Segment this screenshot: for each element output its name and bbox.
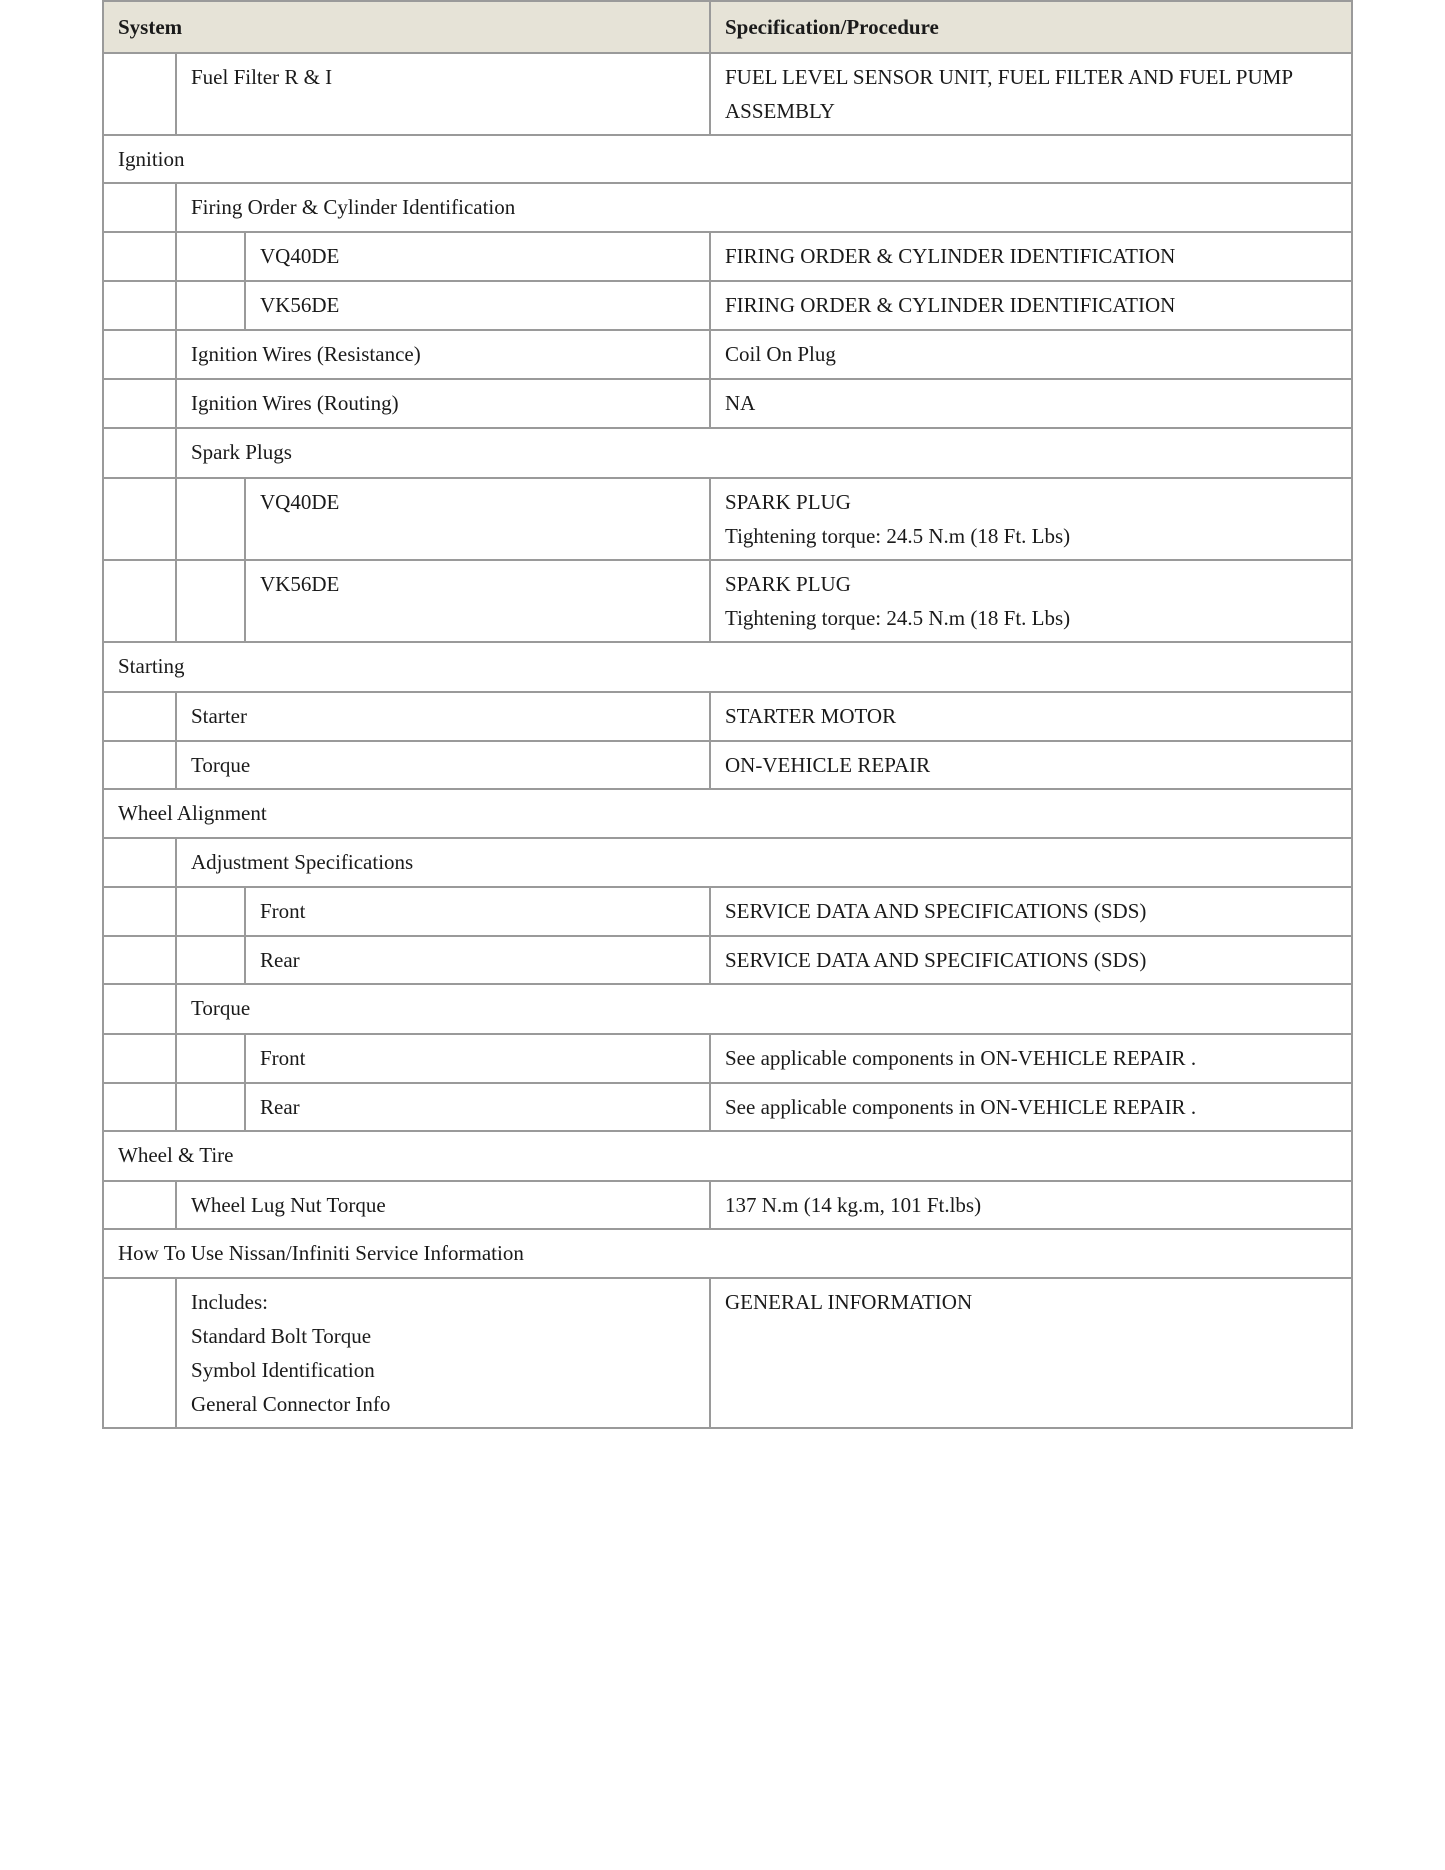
section-heading-cell: [103, 642, 1352, 692]
table-row: [103, 183, 1352, 232]
spec-cell: [710, 560, 1352, 642]
indent-cell: [176, 936, 245, 984]
system-text: Firing Order & Cylinder Identification: [191, 195, 516, 219]
system-text: Ignition: [118, 147, 185, 171]
spec-text: SERVICE DATA AND SPECIFICATIONS (SDS): [725, 948, 1147, 972]
indent-cell: [103, 560, 176, 642]
section-heading-cell: [176, 984, 1352, 1034]
system-text: Spark Plugs: [191, 440, 292, 464]
indent-cell: [176, 560, 245, 642]
table-row: [103, 984, 1352, 1034]
spec-text: ON-VEHICLE REPAIR: [725, 753, 931, 777]
table-row: [103, 789, 1352, 838]
spec-cell: [710, 379, 1352, 428]
indent-cell: [176, 281, 245, 330]
system-text: Symbol Identification: [191, 1358, 375, 1382]
indent-cell: [176, 1083, 245, 1131]
header-row: [103, 1, 1352, 53]
table-row: [103, 887, 1352, 936]
spec-cell: [710, 1034, 1352, 1083]
spec-text: Tightening torque: 24.5 N.m (18 Ft. Lbs): [725, 524, 1071, 548]
section-heading-cell: [176, 838, 1352, 887]
system-text: How To Use Nissan/Infiniti Service Information: [118, 1241, 524, 1265]
spec-text: FUEL LEVEL SENSOR UNIT, FUEL FILTER AND FUEL PUMP ASSEMBLY: [725, 65, 1293, 123]
system-text: Front: [260, 899, 306, 923]
table-row: [103, 936, 1352, 984]
table-row: [103, 281, 1352, 330]
system-text: Front: [260, 1046, 306, 1070]
spec-cell: [710, 232, 1352, 281]
indent-cell: [103, 1278, 176, 1428]
system-text: General Connector Info: [191, 1392, 391, 1416]
system-text: Torque: [191, 996, 251, 1020]
system-text: Wheel & Tire: [118, 1143, 234, 1167]
table-row: [103, 1034, 1352, 1083]
spec-cell: [710, 1181, 1352, 1229]
indent-cell: [103, 887, 176, 936]
system-text: Standard Bolt Torque: [191, 1324, 372, 1348]
system-text: Torque: [191, 753, 251, 777]
indent-cell: [103, 53, 176, 135]
spec-cell: [710, 741, 1352, 789]
table-row: [103, 232, 1352, 281]
system-cell: [245, 936, 710, 984]
indent-cell: [176, 1034, 245, 1083]
system-text: Fuel Filter R & I: [191, 65, 333, 89]
header-spec: Specification/Procedure: [710, 1, 1352, 53]
table-row: [103, 1229, 1352, 1278]
indent-cell: [176, 887, 245, 936]
system-text: VK56DE: [260, 572, 340, 596]
table-row: [103, 379, 1352, 428]
indent-cell: [176, 232, 245, 281]
spec-text: SERVICE DATA AND SPECIFICATIONS (SDS): [725, 899, 1147, 923]
spec-text: See applicable components in ON-VEHICLE REPAIR .: [725, 1046, 1197, 1070]
table-row: [103, 1131, 1352, 1181]
table-row: [103, 838, 1352, 887]
spec-cell: [710, 887, 1352, 936]
system-text: Starting: [118, 654, 185, 678]
system-cell: [176, 741, 710, 789]
system-cell: [176, 1278, 710, 1428]
system-cell: [245, 887, 710, 936]
section-heading-cell: [103, 789, 1352, 838]
header-system: System: [103, 1, 710, 53]
system-cell: [245, 281, 710, 330]
indent-cell: [103, 281, 176, 330]
system-cell: [245, 232, 710, 281]
system-cell: [176, 692, 710, 741]
indent-cell: [103, 428, 176, 478]
system-text: VK56DE: [260, 293, 340, 317]
indent-cell: [103, 330, 176, 379]
indent-cell: [103, 984, 176, 1034]
spec-text: 137 N.m (14 kg.m, 101 Ft.lbs): [725, 1193, 982, 1217]
indent-cell: [103, 379, 176, 428]
spec-text: STARTER MOTOR: [725, 704, 897, 728]
table-row: [103, 428, 1352, 478]
section-heading-cell: [176, 183, 1352, 232]
table-row: [103, 560, 1352, 642]
system-cell: [245, 1083, 710, 1131]
system-text: Adjustment Specifications: [191, 850, 414, 874]
table-row: [103, 135, 1352, 183]
system-cell: [176, 1181, 710, 1229]
section-heading-cell: [176, 428, 1352, 478]
section-heading-cell: [103, 1131, 1352, 1181]
system-text: Includes:: [191, 1290, 268, 1314]
system-text: VQ40DE: [260, 244, 340, 268]
table-row: [103, 1278, 1352, 1428]
spec-cell: [710, 53, 1352, 135]
system-cell: [176, 53, 710, 135]
table-row: [103, 478, 1352, 560]
section-heading-cell: [103, 1229, 1352, 1278]
system-text: Wheel Alignment: [118, 801, 267, 825]
system-cell: [245, 1034, 710, 1083]
table-body: [103, 53, 1352, 1428]
spec-cell: [710, 1278, 1352, 1428]
table-row: [103, 1181, 1352, 1229]
spec-text: FIRING ORDER & CYLINDER IDENTIFICATION: [725, 244, 1176, 268]
spec-text: NA: [725, 391, 756, 415]
spec-cell: [710, 330, 1352, 379]
system-cell: [176, 379, 710, 428]
spec-text: See applicable components in ON-VEHICLE REPAIR .: [725, 1095, 1197, 1119]
spec-cell: [710, 936, 1352, 984]
indent-cell: [103, 936, 176, 984]
spec-text: Tightening torque: 24.5 N.m (18 Ft. Lbs): [725, 606, 1071, 630]
system-text: Rear: [260, 948, 300, 972]
indent-cell: [103, 1181, 176, 1229]
system-text: Ignition Wires (Routing): [191, 391, 399, 415]
spec-text: GENERAL INFORMATION: [725, 1290, 973, 1314]
spec-table: [102, 0, 1353, 1429]
system-text: VQ40DE: [260, 490, 340, 514]
system-text: Starter: [191, 704, 247, 728]
table-row: [103, 1083, 1352, 1131]
indent-cell: [103, 741, 176, 789]
table-row: [103, 642, 1352, 692]
system-text: Rear: [260, 1095, 300, 1119]
spec-cell: [710, 1083, 1352, 1131]
indent-cell: [103, 1083, 176, 1131]
system-cell: [245, 560, 710, 642]
spec-text: FIRING ORDER & CYLINDER IDENTIFICATION: [725, 293, 1176, 317]
spec-cell: [710, 281, 1352, 330]
spec-text: Coil On Plug: [725, 342, 836, 366]
section-heading-cell: [103, 135, 1352, 183]
system-cell: [245, 478, 710, 560]
indent-cell: [103, 232, 176, 281]
table-row: [103, 53, 1352, 135]
system-text: Wheel Lug Nut Torque: [191, 1193, 386, 1217]
table-row: [103, 692, 1352, 741]
spec-cell: [710, 478, 1352, 560]
indent-cell: [176, 478, 245, 560]
indent-cell: [103, 1034, 176, 1083]
system-cell: [176, 330, 710, 379]
indent-cell: [103, 838, 176, 887]
spec-text: SPARK PLUG: [725, 490, 851, 514]
indent-cell: [103, 183, 176, 232]
spec-text: SPARK PLUG: [725, 572, 851, 596]
table-row: [103, 741, 1352, 789]
system-text: Ignition Wires (Resistance): [191, 342, 421, 366]
table-row: [103, 330, 1352, 379]
indent-cell: [103, 692, 176, 741]
indent-cell: [103, 478, 176, 560]
spec-cell: [710, 692, 1352, 741]
